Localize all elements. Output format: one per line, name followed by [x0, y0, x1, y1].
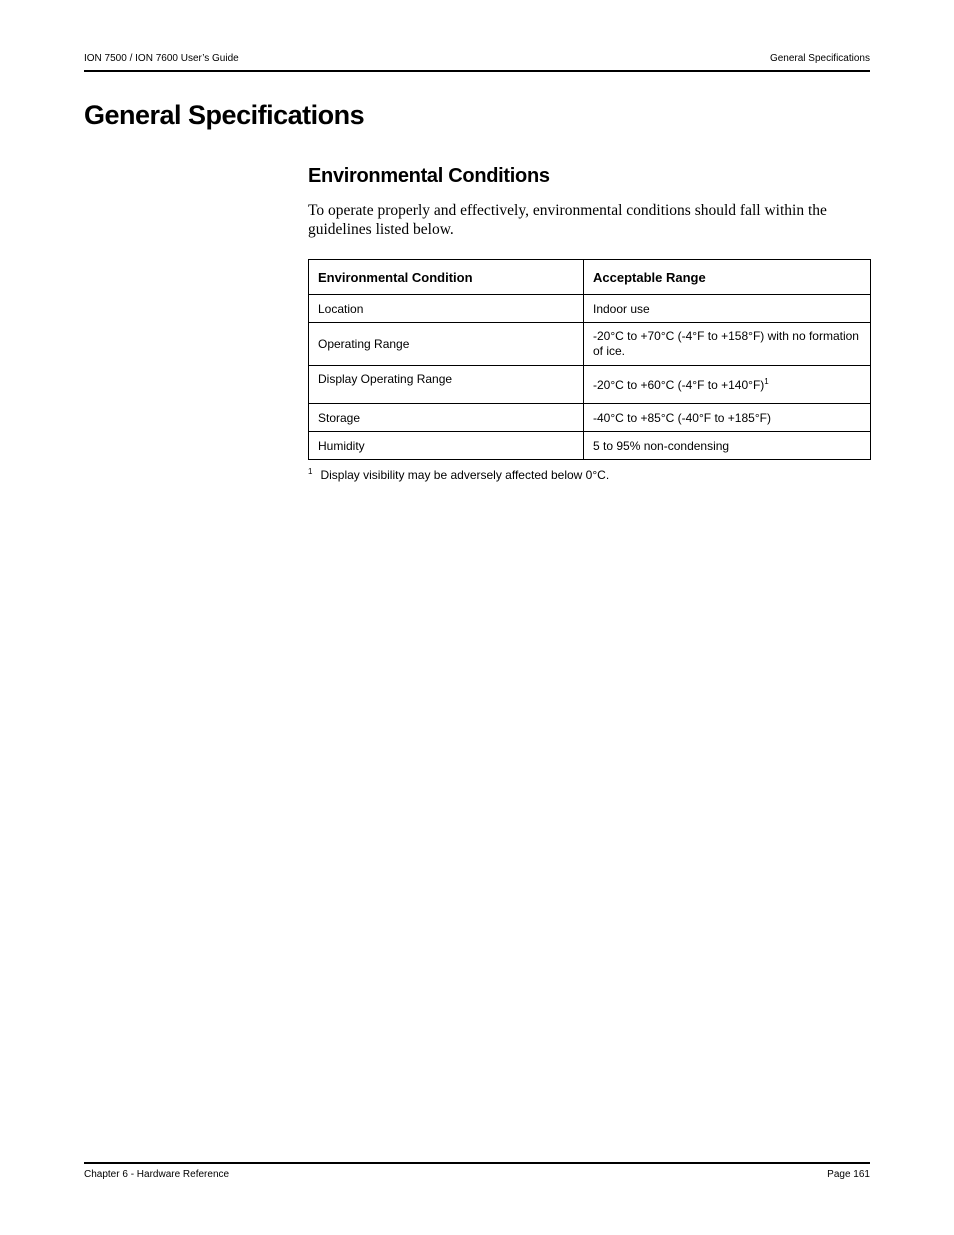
- condition-cell: Storage: [309, 404, 584, 432]
- table-row: [309, 366, 871, 404]
- range-text: -20°C to +60°C (-4°F to +140°F): [593, 378, 765, 392]
- page-header: [84, 52, 870, 72]
- footnote: [308, 468, 609, 482]
- range-cell: -40°C to +85°C (-40°F to +185°F): [584, 404, 871, 432]
- table-row: [309, 323, 871, 366]
- table-header-row: [309, 260, 871, 295]
- footnote-reference: 1: [764, 377, 769, 386]
- footnote-text: Display visibility may be adversely affected below 0°C.: [320, 468, 610, 482]
- range-cell: -20°C to +70°C (-4°F to +158°F) with no formation of ice.: [584, 323, 871, 366]
- chapter-label: Chapter 6 - Hardware Reference: [84, 1169, 230, 1180]
- condition-cell: Humidity: [309, 432, 584, 460]
- column-header-range: Acceptable Range: [584, 260, 871, 295]
- column-header-condition: Environmental Condition: [309, 260, 584, 295]
- range-cell: Indoor use: [584, 295, 871, 323]
- condition-cell: Operating Range: [309, 323, 584, 366]
- intro-paragraph: To operate properly and effectively, environmental conditions should fall within the guidelines listed below.: [308, 202, 827, 238]
- condition-cell: Display Operating Range: [309, 366, 584, 404]
- section-running-title: General Specifications: [769, 53, 870, 64]
- range-cell: [584, 366, 871, 404]
- table-row: [309, 432, 871, 460]
- page-title: General Specifications: [84, 100, 365, 130]
- environmental-conditions-table: [308, 259, 871, 460]
- range-cell: 5 to 95% non-condensing: [584, 432, 871, 460]
- table-row: [309, 404, 871, 432]
- condition-cell: Location: [309, 295, 584, 323]
- section-title: Environmental Conditions: [308, 165, 550, 187]
- page-number: Page 161: [827, 1169, 870, 1180]
- table-row: [309, 295, 871, 323]
- document-title: ION 7500 / ION 7600 User’s Guide: [84, 53, 239, 64]
- footnote-mark: 1: [308, 467, 313, 476]
- page-footer: [84, 1162, 870, 1180]
